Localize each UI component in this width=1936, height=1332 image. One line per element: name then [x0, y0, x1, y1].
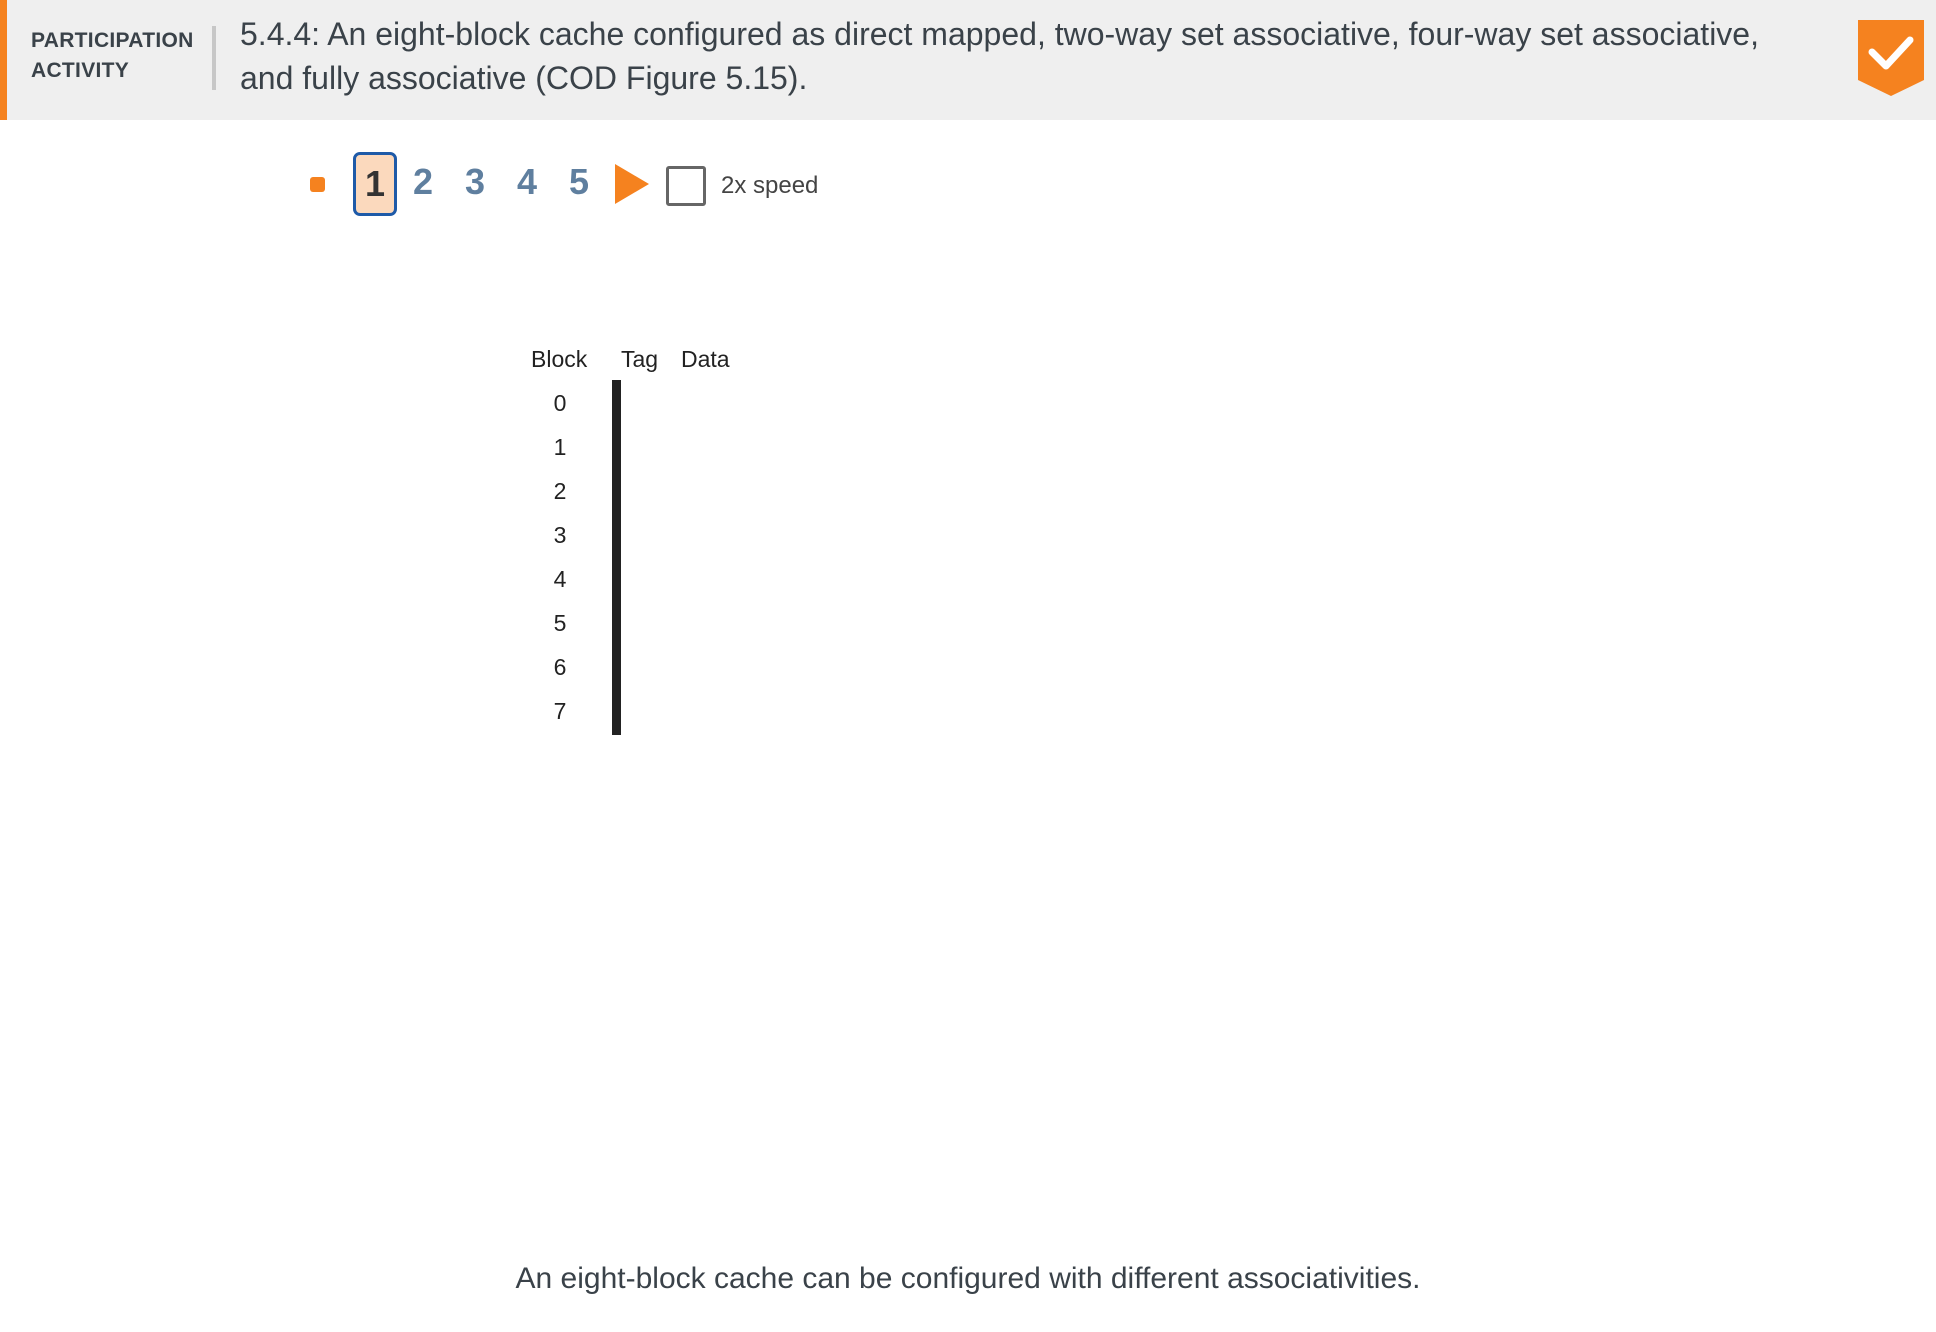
data-cell — [617, 382, 620, 426]
cache-row — [614, 426, 620, 470]
start-icon[interactable] — [310, 177, 325, 192]
data-column-header: Data — [681, 346, 730, 372]
data-cell — [617, 470, 620, 514]
data-cell — [617, 602, 620, 646]
step-3-button[interactable]: 3 — [464, 161, 486, 202]
data-cell — [617, 646, 620, 690]
cache-row — [614, 602, 620, 646]
animation-controls — [305, 150, 865, 216]
block-label: 4 — [553, 566, 567, 592]
block-label: 3 — [553, 522, 567, 548]
cache-row — [614, 470, 620, 514]
block-label: 2 — [553, 478, 567, 504]
activity-type-line2: ACTIVITY — [31, 59, 130, 82]
step-caption: An eight-block cache can be configured with different associativities. — [515, 1262, 1421, 1295]
tag-column-header: Tag — [621, 346, 659, 372]
block-column-header: Block — [531, 346, 588, 372]
header-accent-bar — [0, 0, 7, 120]
speed-checkbox[interactable] — [666, 166, 706, 206]
cache-row — [614, 514, 620, 558]
cache-row — [614, 558, 620, 602]
data-cell — [617, 426, 620, 470]
step-5-button[interactable]: 5 — [568, 161, 590, 202]
cache-table — [612, 380, 621, 735]
step-2-button[interactable]: 2 — [412, 161, 434, 202]
block-label: 7 — [553, 698, 567, 724]
play-icon[interactable] — [615, 164, 649, 204]
data-cell — [617, 690, 620, 734]
activity-header — [0, 0, 1936, 120]
activity-type-line1: PARTICIPATION — [31, 29, 194, 52]
block-label: 0 — [553, 390, 567, 416]
activity-title: 5.4.4: An eight-block cache configured as direct mapped, two-way set associative, four-way set associative, and fully associative (COD Figure 5.15). — [240, 16, 1759, 96]
header-divider — [212, 26, 216, 90]
speed-label: 2x speed — [721, 172, 819, 199]
step-1-button[interactable]: 1 — [353, 152, 397, 216]
cache-row — [614, 646, 620, 690]
block-label: 6 — [553, 654, 567, 680]
cache-row — [614, 690, 620, 734]
data-cell — [617, 558, 620, 602]
check-icon — [1858, 20, 1924, 96]
activity-type-label — [31, 26, 201, 86]
cache-row — [614, 382, 620, 426]
block-label: 1 — [553, 434, 567, 460]
data-cell — [617, 514, 620, 558]
block-label: 5 — [553, 610, 567, 636]
step-4-button[interactable]: 4 — [516, 161, 538, 202]
